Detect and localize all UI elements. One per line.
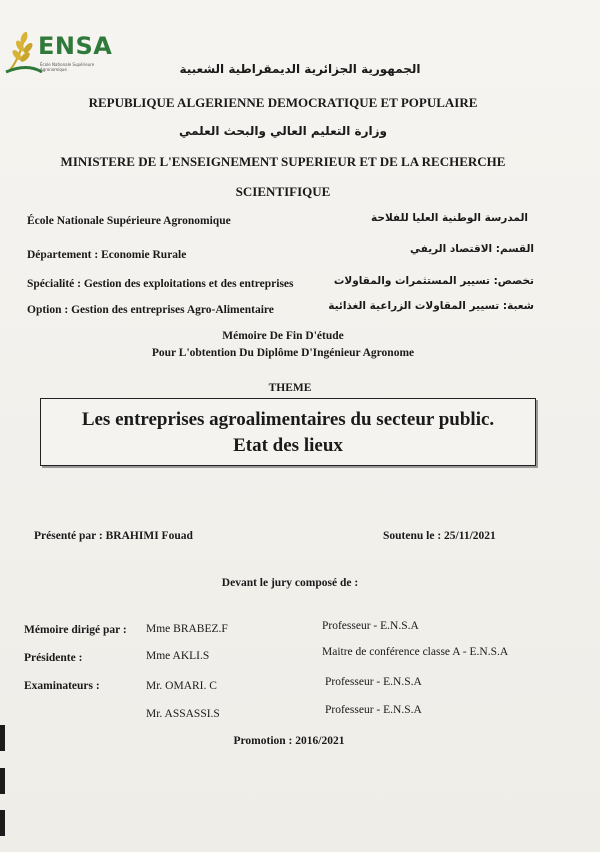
theme-title-line-2: Etat des lieux bbox=[233, 435, 343, 456]
promotion: Promotion : 2016/2021 bbox=[233, 735, 345, 747]
department: Département : Economie Rurale bbox=[27, 249, 187, 261]
school-name: École Nationale Supérieure Agronomique bbox=[27, 215, 231, 227]
jury-name: Mr. ASSASSI.S bbox=[146, 708, 220, 720]
jury-title: Maitre de conférence classe A - E.N.S.A bbox=[322, 646, 509, 658]
presented-by: Présenté par : BRAHIMI Fouad bbox=[34, 530, 193, 542]
binder-hole bbox=[0, 810, 5, 836]
option-ar: شعبة: تسيير المقاولات الزراعية الغذائية bbox=[328, 300, 534, 312]
jury-heading: Devant le jury composé de : bbox=[221, 577, 359, 589]
arabic-ministry: وزارة التعليم العالي والبحث العلمي bbox=[178, 124, 388, 138]
memoire-line: Mémoire De Fin D'étude bbox=[222, 330, 344, 342]
department-ar: القسم: الاقتصاد الريفي bbox=[410, 243, 534, 255]
speciality-ar: تخصص: تسيير المستثمرات والمقاولات bbox=[333, 275, 534, 287]
binder-hole bbox=[0, 768, 5, 794]
speciality: Spécialité : Gestion des exploitations et des entreprises bbox=[27, 278, 294, 290]
arabic-republic: الجمهورية الجزائرية الديمقراطية الشعبية bbox=[179, 62, 421, 76]
ministry-line-1: MINISTERE DE L'ENSEIGNEMENT SUPERIEUR ET DE LA RECHERCHE bbox=[60, 154, 506, 169]
option: Option : Gestion des entreprises Agro-Alimentaire bbox=[27, 304, 274, 316]
jury-role: Examinateurs : bbox=[24, 680, 100, 692]
logo-subtitle: École Nationale Supérieure Agronomique bbox=[40, 62, 95, 72]
jury-role: Mémoire dirigé par : bbox=[24, 624, 127, 636]
jury-title: Professeur - E.N.S.A bbox=[322, 620, 419, 632]
theme-box bbox=[40, 398, 536, 466]
theme-title-line-1: Les entreprises agroalimentaires du secteur public. bbox=[81, 409, 495, 430]
defense-date: Soutenu le : 25/11/2021 bbox=[383, 530, 496, 542]
jury-title: Professeur - E.N.S.A bbox=[325, 704, 422, 716]
jury-name: Mme AKLI.S bbox=[146, 650, 210, 662]
binder-hole bbox=[0, 725, 5, 751]
ministry-line-2: SCIENTIFIQUE bbox=[235, 184, 331, 199]
jury-name: Mr. OMARI. C bbox=[146, 680, 217, 692]
republic-line: REPUBLIQUE ALGERIENNE DEMOCRATIQUE ET POPULAIRE bbox=[88, 95, 478, 110]
diploma-line: Pour L'obtention Du Diplôme D'Ingénieur Agronome bbox=[151, 347, 415, 359]
jury-title: Professeur - E.N.S.A bbox=[325, 676, 422, 688]
jury-name: Mme BRABEZ.F bbox=[146, 623, 228, 635]
school-name-ar: المدرسة الوطنية العليا للفلاحة bbox=[371, 212, 528, 224]
jury-role: Présidente : bbox=[24, 652, 83, 664]
theme-label: THEME bbox=[268, 382, 312, 394]
logo-name: ENSA bbox=[38, 32, 113, 60]
